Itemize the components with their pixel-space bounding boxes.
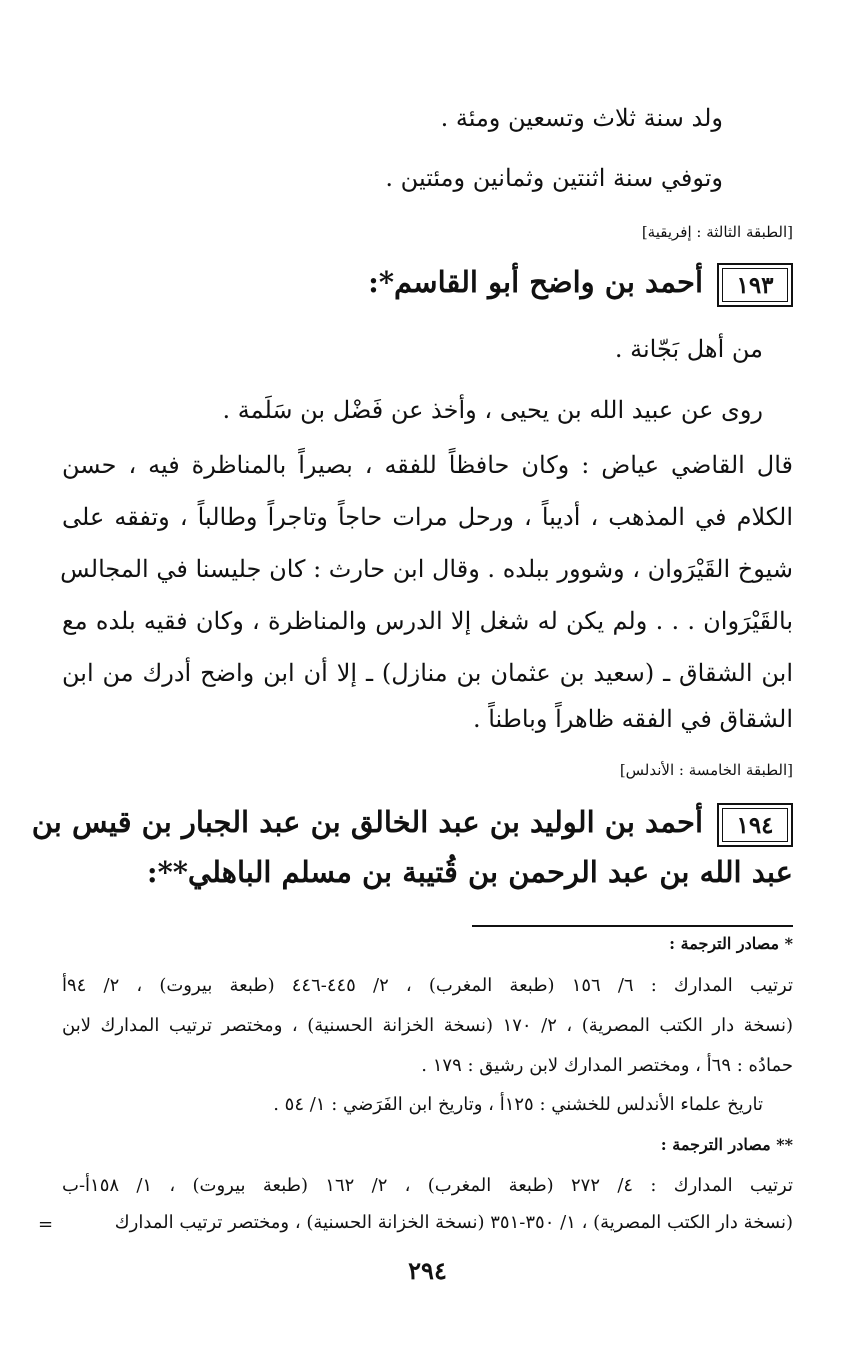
class-note: [الطبقة الثالثة : إفريقية] — [641, 223, 793, 241]
footnote-line: (نسخة دار الكتب المصرية) ، ١/ ٣٥٠-٣٥١ (نسخة الخزانة الحسنية) ، ومختصر ترتيب المدارك — [114, 1212, 793, 1233]
entry-number-box — [717, 263, 793, 307]
entry-heading: أحمد بن الوليد بن عبد الخالق بن عبد الجبار بن قيس بن — [31, 805, 703, 839]
continuation-mark: = — [38, 1214, 54, 1235]
text-line: من أهل بَجّانة . — [614, 335, 763, 363]
paragraph-line: قال القاضي عياض : وكان حافظاً للفقه ، بصيراً بالمناظرة فيه ، حسن — [62, 451, 793, 479]
entry-heading: أحمد بن واضح أبو القاسم*: — [368, 265, 703, 299]
class-note: [الطبقة الخامسة : الأندلس] — [619, 761, 793, 779]
entry-number: ١٩٤ — [736, 811, 774, 839]
entry-number-box — [717, 803, 793, 847]
entry-heading: عبد الله بن عبد الرحمن بن قُتيبة بن مسلم الباهلي**: — [146, 855, 793, 889]
entry-number: ١٩٣ — [736, 271, 774, 299]
footnote-separator — [472, 925, 793, 927]
paragraph-line: الكلام في المذهب ، أديباً ، ورحل مرات حاجاً وتاجراً وطالباً ، وتفقه على — [62, 503, 793, 531]
footnote-line: ترتيب المدارك : ٦/ ١٥٦ (طبعة المغرب) ، ٢/ ٤٤٥-٤٤٦ (طبعة بيروت) ، ٢/ ٩٤أ — [62, 975, 793, 996]
footnote-title: * مصادر الترجمة : — [669, 934, 793, 953]
footnote-line: حمادُه : ٦٩أ ، ومختصر المدارك لابن رشيق : ١٧٩ . — [421, 1055, 793, 1076]
footnote-line: ترتيب المدارك : ٤/ ٢٧٢ (طبعة المغرب) ، ٢/ ١٦٢ (طبعة بيروت) ، ١/ ١٥٨أ-ب — [62, 1175, 793, 1196]
page-number: ٢٩٤ — [408, 1256, 447, 1285]
paragraph-line: شيوخ القَيْرَوان ، وشوور ببلده . وقال ابن حارث : كان جليسنا في المجالس — [60, 555, 793, 583]
paragraph-line: بالقَيْرَوان . . . ولم يكن له شغل إلا الدرس والمناظرة ، وكان فقيه بلده مع — [62, 607, 793, 635]
paragraph-line: ابن الشقاق ـ (سعيد بن عثمان بن منازل) ـ إلا أن ابن واضح أدرك من ابن — [62, 659, 793, 687]
footnote-line: (نسخة دار الكتب المصرية) ، ٢/ ١٧٠ (نسخة الخزانة الحسنية) ، ومختصر ترتيب المدارك لابن — [62, 1015, 793, 1036]
footnote-title: ** مصادر الترجمة : — [660, 1135, 793, 1154]
text-line: وتوفي سنة اثنتين وثمانين ومئتين . — [385, 164, 723, 192]
paragraph-line: الشقاق في الفقه ظاهراً وباطناً . — [472, 705, 793, 733]
text-line: ولد سنة ثلاث وتسعين ومئة . — [440, 104, 723, 132]
text-line: روى عن عبيد الله بن يحيى ، وأخذ عن فَضْل بن سَلَمة . — [222, 396, 763, 424]
footnote-line: تاريخ علماء الأندلس للخشني : ١٢٥أ ، وتاريخ ابن الفَرَضي : ١/ ٥٤ . — [273, 1094, 763, 1115]
